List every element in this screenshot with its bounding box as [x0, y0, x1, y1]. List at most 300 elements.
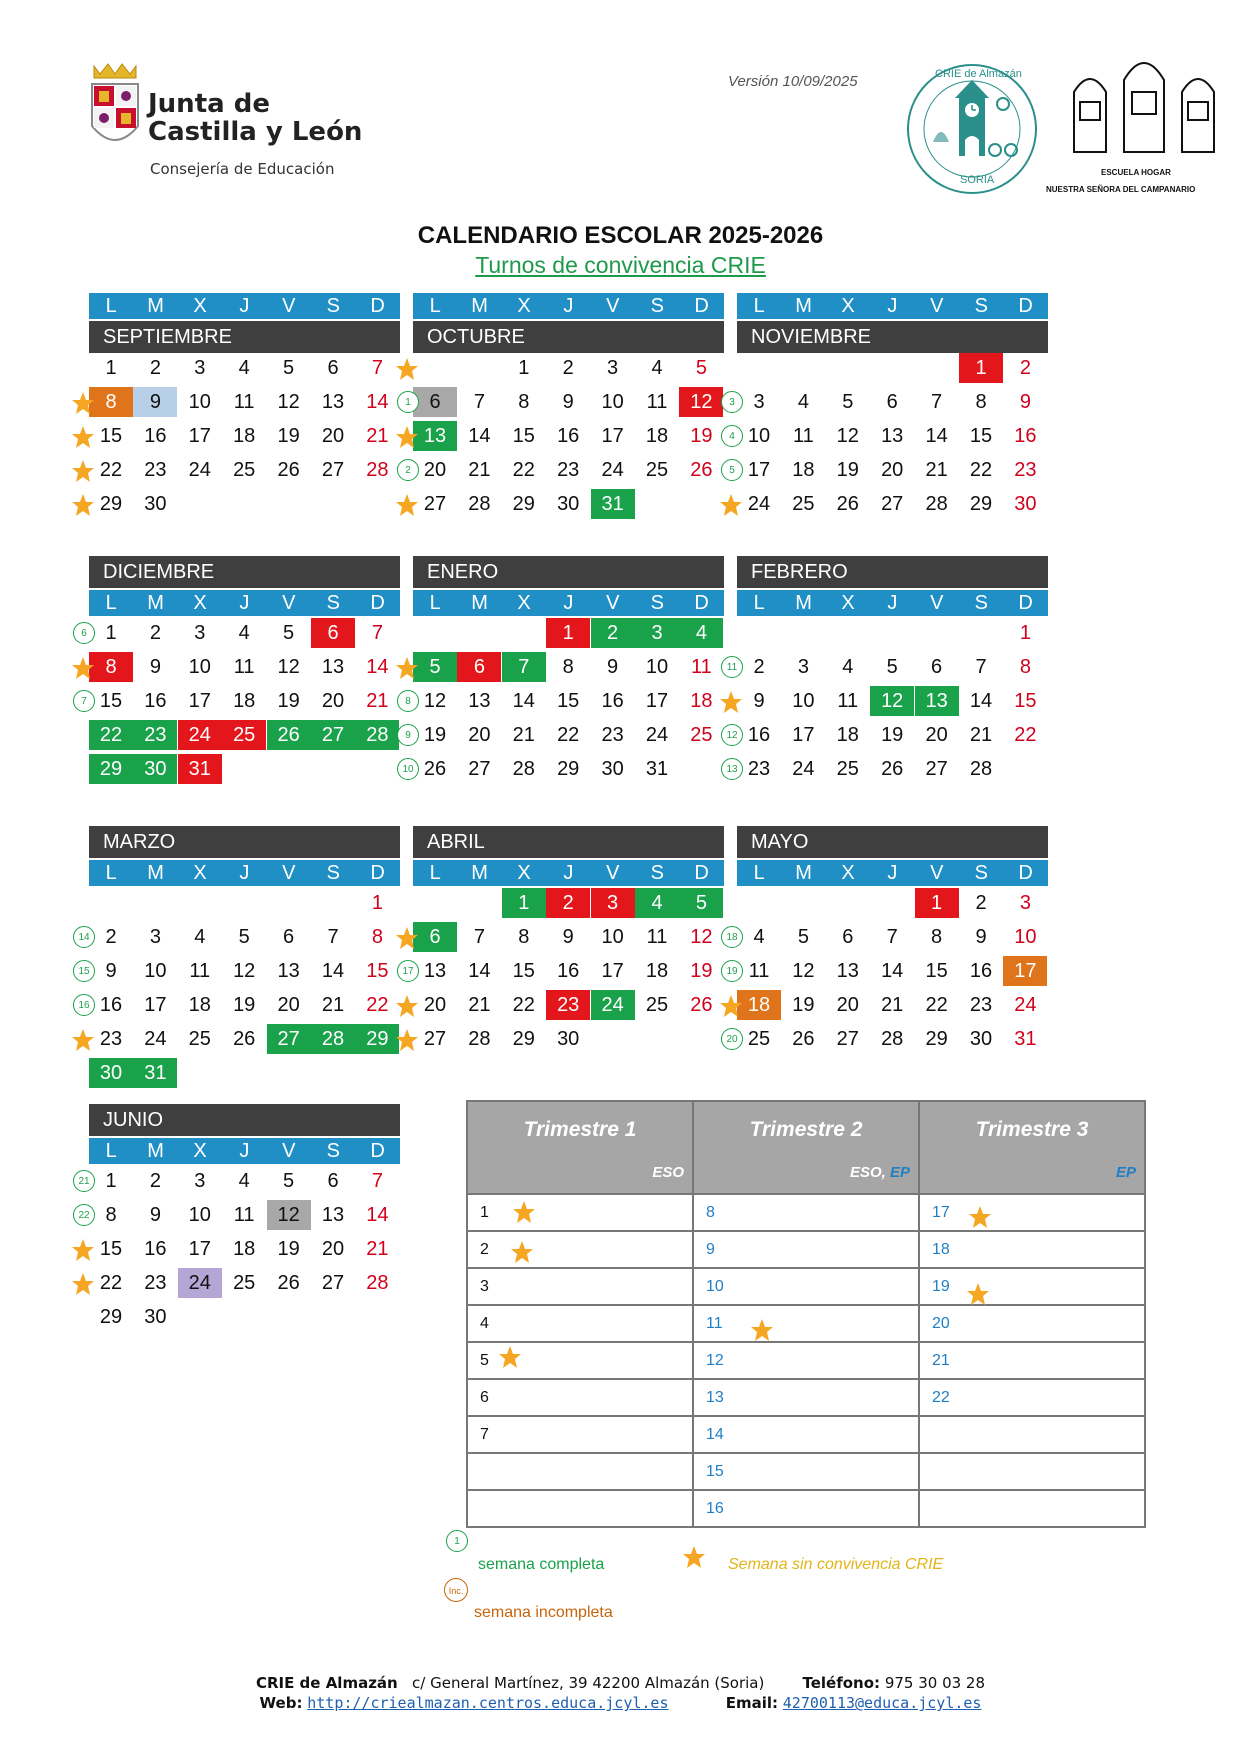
calendar-day[interactable]: 7	[473, 926, 485, 948]
calendar-day[interactable]: 20	[277, 994, 300, 1016]
calendar-day[interactable]: 15	[925, 960, 948, 982]
calendar-day[interactable]: 30	[557, 493, 580, 515]
calendar-day[interactable]: 22	[89, 720, 133, 750]
calendar-day[interactable]: 16	[557, 960, 580, 982]
footer-email-link[interactable]: 42700113@educa.jcyl.es	[782, 1694, 982, 1712]
calendar-day[interactable]: 15	[366, 960, 389, 982]
calendar-day[interactable]: 4	[753, 926, 765, 948]
calendar-day[interactable]: 26	[881, 758, 904, 780]
calendar-day[interactable]: 11	[189, 960, 211, 982]
calendar-day[interactable]: 3	[591, 888, 635, 918]
calendar-day[interactable]: 19	[423, 724, 447, 746]
calendar-day[interactable]: 23	[546, 990, 590, 1020]
calendar-day[interactable]: 12	[277, 391, 300, 413]
calendar-day[interactable]: 22	[512, 994, 535, 1016]
calendar-day[interactable]: 2	[105, 926, 117, 948]
calendar-day[interactable]: 13	[321, 391, 345, 413]
calendar-day[interactable]: 26	[277, 459, 300, 481]
calendar-day[interactable]: 19	[277, 425, 300, 447]
calendar-day[interactable]: 20	[321, 690, 345, 712]
calendar-day[interactable]: 26	[690, 459, 713, 481]
calendar-day[interactable]: 23	[969, 994, 993, 1016]
calendar-day[interactable]: 9	[562, 391, 574, 413]
calendar-day[interactable]: 11	[748, 960, 770, 982]
calendar-day[interactable]: 30	[144, 493, 167, 515]
calendar-day[interactable]: 17	[144, 994, 167, 1016]
calendar-day[interactable]: 14	[366, 1204, 389, 1226]
calendar-day[interactable]: 27	[423, 493, 447, 515]
calendar-day[interactable]: 3	[607, 357, 619, 379]
calendar-day[interactable]: 1	[105, 622, 117, 644]
calendar-day[interactable]: 28	[512, 758, 535, 780]
calendar-day[interactable]: 9	[1019, 391, 1031, 413]
calendar-day[interactable]: 8	[518, 391, 530, 413]
calendar-day[interactable]: 3	[194, 622, 206, 644]
calendar-day[interactable]: 19	[690, 960, 713, 982]
calendar-day[interactable]: 26	[423, 758, 447, 780]
calendar-day[interactable]: 29	[355, 1024, 399, 1054]
calendar-day[interactable]: 12	[267, 1200, 311, 1230]
calendar-day[interactable]: 12	[423, 690, 447, 712]
calendar-day[interactable]: 15	[99, 1238, 123, 1260]
calendar-day[interactable]: 16	[969, 960, 993, 982]
calendar-day[interactable]: 25	[188, 1028, 211, 1050]
calendar-day[interactable]: 12	[679, 387, 723, 417]
calendar-day[interactable]: 9	[105, 960, 117, 982]
calendar-day[interactable]: 20	[423, 459, 447, 481]
calendar-day[interactable]: 5	[679, 888, 723, 918]
calendar-day[interactable]: 5	[842, 391, 854, 413]
calendar-day[interactable]: 9	[149, 1204, 161, 1226]
calendar-day[interactable]: 12	[690, 926, 713, 948]
calendar-day[interactable]: 30	[601, 758, 624, 780]
calendar-day[interactable]: 20	[423, 994, 447, 1016]
calendar-day[interactable]: 13	[321, 656, 345, 678]
calendar-day[interactable]: 25	[792, 493, 815, 515]
calendar-day[interactable]: 2	[753, 656, 765, 678]
calendar-day[interactable]: 8	[105, 1204, 117, 1226]
calendar-day[interactable]: 30	[969, 1028, 993, 1050]
calendar-day[interactable]: 6	[311, 618, 355, 648]
calendar-day[interactable]: 13	[915, 686, 959, 716]
calendar-day[interactable]: 24	[178, 720, 222, 750]
calendar-day[interactable]: 16	[601, 690, 624, 712]
calendar-day[interactable]: 10	[188, 391, 211, 413]
calendar-day[interactable]: 31	[133, 1058, 177, 1088]
calendar-day[interactable]: 27	[468, 758, 491, 780]
calendar-day[interactable]: 6	[886, 391, 898, 413]
calendar-day[interactable]: 19	[233, 994, 256, 1016]
calendar-day[interactable]: 16	[747, 724, 771, 746]
calendar-day[interactable]: 10	[645, 656, 669, 678]
calendar-day[interactable]: 1	[105, 1170, 117, 1192]
calendar-day[interactable]: 18	[233, 690, 256, 712]
calendar-day[interactable]: 6	[327, 357, 339, 379]
calendar-day[interactable]: 18	[645, 425, 669, 447]
calendar-day[interactable]: 30	[89, 1058, 133, 1088]
calendar-day[interactable]: 28	[311, 1024, 355, 1054]
calendar-day[interactable]: 11	[691, 656, 712, 678]
calendar-day[interactable]: 14	[366, 656, 389, 678]
calendar-day[interactable]: 5	[283, 1170, 295, 1192]
calendar-day[interactable]: 15	[969, 425, 993, 447]
calendar-day[interactable]: 25	[645, 994, 669, 1016]
calendar-day[interactable]: 1	[371, 892, 383, 914]
calendar-day[interactable]: 2	[149, 1170, 161, 1192]
calendar-day[interactable]: 25	[233, 1272, 256, 1294]
calendar-day[interactable]: 5	[797, 926, 809, 948]
calendar-day[interactable]: 11	[793, 425, 814, 447]
calendar-day[interactable]: 27	[881, 493, 904, 515]
calendar-day[interactable]: 22	[99, 459, 123, 481]
calendar-day[interactable]: 14	[468, 960, 491, 982]
calendar-day[interactable]: 5	[283, 357, 295, 379]
calendar-day[interactable]: 23	[557, 459, 580, 481]
calendar-day[interactable]: 24	[747, 493, 771, 515]
calendar-day[interactable]: 3	[194, 1170, 206, 1192]
calendar-day[interactable]: 5	[695, 357, 707, 379]
calendar-day[interactable]: 13	[881, 425, 904, 447]
calendar-day[interactable]: 5	[413, 652, 457, 682]
calendar-day[interactable]: 26	[267, 720, 311, 750]
calendar-day[interactable]: 16	[557, 425, 580, 447]
calendar-day[interactable]: 12	[836, 425, 859, 447]
calendar-day[interactable]: 19	[277, 690, 300, 712]
calendar-day[interactable]: 11	[233, 1204, 255, 1226]
calendar-day[interactable]: 1	[518, 357, 530, 379]
calendar-day[interactable]: 6	[413, 922, 457, 952]
calendar-day[interactable]: 10	[188, 1204, 211, 1226]
calendar-day[interactable]: 2	[1019, 357, 1031, 379]
calendar-day[interactable]: 18	[233, 1238, 256, 1260]
calendar-day[interactable]: 31	[178, 754, 222, 784]
calendar-day[interactable]: 21	[468, 459, 491, 481]
calendar-day[interactable]: 15	[99, 425, 123, 447]
calendar-day[interactable]: 29	[512, 493, 535, 515]
calendar-day[interactable]: 22	[99, 1272, 123, 1294]
calendar-day[interactable]: 14	[925, 425, 948, 447]
calendar-day[interactable]: 17	[601, 960, 624, 982]
calendar-day[interactable]: 4	[679, 618, 723, 648]
calendar-day[interactable]: 24	[178, 1268, 222, 1298]
calendar-day[interactable]: 26	[690, 994, 713, 1016]
calendar-day[interactable]: 28	[366, 1272, 389, 1294]
calendar-day[interactable]: 1	[105, 357, 117, 379]
calendar-day[interactable]: 25	[645, 459, 669, 481]
calendar-day[interactable]: 2	[591, 618, 635, 648]
calendar-day[interactable]: 3	[194, 357, 206, 379]
calendar-day[interactable]: 21	[468, 994, 491, 1016]
calendar-day[interactable]: 24	[591, 990, 635, 1020]
calendar-day[interactable]: 15	[557, 690, 580, 712]
calendar-day[interactable]: 27	[925, 758, 948, 780]
calendar-day[interactable]: 20	[321, 1238, 345, 1260]
calendar-day[interactable]: 9	[133, 387, 177, 417]
calendar-day[interactable]: 15	[512, 960, 535, 982]
calendar-day[interactable]: 28	[881, 1028, 904, 1050]
calendar-day[interactable]: 22	[925, 994, 948, 1016]
calendar-day[interactable]: 6	[931, 656, 943, 678]
calendar-day[interactable]: 28	[366, 459, 389, 481]
calendar-day[interactable]: 19	[881, 724, 904, 746]
calendar-day[interactable]: 3	[753, 391, 765, 413]
calendar-day[interactable]: 14	[512, 690, 535, 712]
calendar-day[interactable]: 1	[1019, 622, 1031, 644]
calendar-day[interactable]: 30	[1014, 493, 1037, 515]
calendar-day[interactable]: 21	[366, 1238, 389, 1260]
calendar-day[interactable]: 15	[512, 425, 535, 447]
calendar-day[interactable]: 7	[502, 652, 546, 682]
calendar-day[interactable]: 17	[188, 425, 211, 447]
calendar-day[interactable]: 23	[99, 1028, 123, 1050]
calendar-day[interactable]: 14	[321, 960, 345, 982]
calendar-day[interactable]: 13	[468, 690, 491, 712]
calendar-day[interactable]: 4	[238, 1170, 250, 1192]
calendar-day[interactable]: 10	[1014, 926, 1037, 948]
calendar-day[interactable]: 16	[1014, 425, 1037, 447]
calendar-day[interactable]: 22	[1014, 724, 1037, 746]
calendar-day[interactable]: 10	[747, 425, 771, 447]
calendar-day[interactable]: 24	[144, 1028, 167, 1050]
calendar-day[interactable]: 6	[842, 926, 854, 948]
calendar-day[interactable]: 11	[837, 690, 859, 712]
calendar-day[interactable]: 29	[99, 493, 123, 515]
calendar-day[interactable]: 9	[149, 656, 161, 678]
calendar-day[interactable]: 8	[975, 391, 987, 413]
calendar-day[interactable]: 14	[468, 425, 491, 447]
calendar-day[interactable]: 8	[1019, 656, 1031, 678]
calendar-day[interactable]: 25	[747, 1028, 771, 1050]
calendar-day[interactable]: 25	[222, 720, 266, 750]
calendar-day[interactable]: 18	[233, 425, 256, 447]
calendar-day[interactable]: 27	[836, 1028, 859, 1050]
calendar-day[interactable]: 12	[870, 686, 914, 716]
calendar-day[interactable]: 4	[797, 391, 809, 413]
calendar-day[interactable]: 5	[886, 656, 898, 678]
calendar-day[interactable]: 21	[512, 724, 535, 746]
calendar-day[interactable]: 12	[277, 656, 300, 678]
calendar-day[interactable]: 7	[371, 622, 383, 644]
calendar-day[interactable]: 3	[149, 926, 161, 948]
calendar-day[interactable]: 4	[238, 622, 250, 644]
calendar-day[interactable]: 9	[975, 926, 987, 948]
calendar-day[interactable]: 11	[646, 926, 668, 948]
calendar-day[interactable]: 28	[925, 493, 948, 515]
calendar-day[interactable]: 23	[144, 1272, 167, 1294]
calendar-day[interactable]: 29	[89, 754, 133, 784]
calendar-day[interactable]: 14	[881, 960, 904, 982]
calendar-day[interactable]: 14	[366, 391, 389, 413]
calendar-day[interactable]: 7	[886, 926, 898, 948]
calendar-day[interactable]: 11	[233, 656, 255, 678]
calendar-day[interactable]: 23	[144, 459, 167, 481]
calendar-day[interactable]: 3	[635, 618, 679, 648]
calendar-day[interactable]: 26	[277, 1272, 300, 1294]
calendar-day[interactable]: 4	[842, 656, 854, 678]
calendar-day[interactable]: 28	[468, 1028, 491, 1050]
calendar-day[interactable]: 17	[747, 459, 771, 481]
calendar-day[interactable]: 8	[562, 656, 574, 678]
calendar-day[interactable]: 19	[836, 459, 859, 481]
calendar-day[interactable]: 20	[881, 459, 904, 481]
calendar-day[interactable]: 11	[646, 391, 668, 413]
calendar-day[interactable]: 9	[753, 690, 765, 712]
calendar-day[interactable]: 30	[557, 1028, 580, 1050]
calendar-day[interactable]: 5	[238, 926, 250, 948]
calendar-day[interactable]: 21	[881, 994, 904, 1016]
calendar-day[interactable]: 24	[188, 459, 211, 481]
calendar-day[interactable]: 16	[144, 690, 167, 712]
calendar-day[interactable]: 31	[645, 758, 669, 780]
calendar-day[interactable]: 31	[1014, 1028, 1037, 1050]
calendar-day[interactable]: 7	[371, 1170, 383, 1192]
calendar-day[interactable]: 23	[1014, 459, 1037, 481]
calendar-day[interactable]: 29	[925, 1028, 948, 1050]
calendar-day[interactable]: 20	[836, 994, 859, 1016]
calendar-day[interactable]: 4	[635, 888, 679, 918]
calendar-day[interactable]: 4	[238, 357, 250, 379]
calendar-day[interactable]: 7	[473, 391, 485, 413]
calendar-day[interactable]: 18	[792, 459, 815, 481]
calendar-day[interactable]: 12	[233, 960, 256, 982]
calendar-day[interactable]: 12	[792, 960, 815, 982]
calendar-day[interactable]: 7	[371, 357, 383, 379]
calendar-day[interactable]: 2	[975, 892, 987, 914]
calendar-day[interactable]: 18	[645, 960, 669, 982]
calendar-day[interactable]: 18	[836, 724, 859, 746]
calendar-day[interactable]: 7	[975, 656, 987, 678]
calendar-day[interactable]: 13	[413, 421, 457, 451]
calendar-day[interactable]: 2	[149, 622, 161, 644]
calendar-day[interactable]: 22	[512, 459, 535, 481]
calendar-day[interactable]: 16	[144, 1238, 167, 1260]
calendar-day[interactable]: 16	[144, 425, 167, 447]
calendar-day[interactable]: 10	[601, 391, 624, 413]
calendar-day[interactable]: 29	[99, 1306, 123, 1328]
calendar-day[interactable]: 20	[468, 724, 491, 746]
footer-web-link[interactable]: http://criealmazan.centros.educa.jcyl.es	[307, 1694, 669, 1712]
calendar-day[interactable]: 16	[99, 994, 123, 1016]
calendar-day[interactable]: 1	[915, 888, 959, 918]
calendar-day[interactable]: 6	[283, 926, 295, 948]
calendar-day[interactable]: 28	[468, 493, 491, 515]
calendar-day[interactable]: 22	[366, 994, 389, 1016]
calendar-day[interactable]: 18	[188, 994, 211, 1016]
calendar-day[interactable]: 23	[601, 724, 624, 746]
calendar-day[interactable]: 9	[562, 926, 574, 948]
calendar-day[interactable]: 23	[133, 720, 177, 750]
calendar-day[interactable]: 22	[969, 459, 993, 481]
calendar-day[interactable]: 25	[233, 459, 256, 481]
calendar-day[interactable]: 21	[321, 994, 345, 1016]
calendar-day[interactable]: 1	[959, 353, 1003, 383]
calendar-day[interactable]: 14	[969, 690, 993, 712]
calendar-day[interactable]: 22	[557, 724, 580, 746]
calendar-day[interactable]: 24	[792, 758, 815, 780]
calendar-day[interactable]: 19	[277, 1238, 300, 1260]
calendar-day[interactable]: 29	[557, 758, 580, 780]
calendar-day[interactable]: 24	[1014, 994, 1037, 1016]
calendar-day[interactable]: 18	[737, 990, 781, 1020]
calendar-day[interactable]: 30	[133, 754, 177, 784]
calendar-day[interactable]: 8	[518, 926, 530, 948]
calendar-day[interactable]: 2	[149, 357, 161, 379]
calendar-day[interactable]: 25	[690, 724, 713, 746]
calendar-day[interactable]: 24	[645, 724, 669, 746]
calendar-day[interactable]: 17	[1003, 956, 1047, 986]
calendar-day[interactable]: 11	[233, 391, 255, 413]
calendar-day[interactable]: 18	[690, 690, 713, 712]
calendar-day[interactable]: 8	[89, 652, 133, 682]
calendar-day[interactable]: 15	[1014, 690, 1037, 712]
calendar-day[interactable]: 17	[188, 1238, 211, 1260]
calendar-day[interactable]: 28	[355, 720, 399, 750]
calendar-day[interactable]: 21	[366, 425, 389, 447]
calendar-day[interactable]: 4	[651, 357, 663, 379]
calendar-day[interactable]: 24	[601, 459, 624, 481]
calendar-day[interactable]: 21	[366, 690, 389, 712]
calendar-day[interactable]: 6	[457, 652, 501, 682]
calendar-day[interactable]: 19	[792, 994, 815, 1016]
calendar-day[interactable]: 20	[321, 425, 345, 447]
calendar-day[interactable]: 8	[931, 926, 943, 948]
calendar-day[interactable]: 26	[836, 493, 859, 515]
calendar-day[interactable]: 3	[1019, 892, 1031, 914]
calendar-day[interactable]: 17	[188, 690, 211, 712]
calendar-day[interactable]: 13	[321, 1204, 345, 1226]
calendar-day[interactable]: 21	[969, 724, 993, 746]
calendar-day[interactable]: 8	[371, 926, 383, 948]
calendar-day[interactable]: 15	[99, 690, 123, 712]
calendar-day[interactable]: 21	[925, 459, 948, 481]
calendar-day[interactable]: 7	[931, 391, 943, 413]
calendar-day[interactable]: 27	[321, 1272, 345, 1294]
calendar-day[interactable]: 29	[969, 493, 993, 515]
calendar-day[interactable]: 27	[311, 720, 355, 750]
calendar-day[interactable]: 10	[144, 960, 167, 982]
calendar-day[interactable]: 13	[836, 960, 859, 982]
calendar-day[interactable]: 9	[607, 656, 619, 678]
calendar-day[interactable]: 20	[925, 724, 948, 746]
calendar-day[interactable]: 1	[546, 618, 590, 648]
calendar-day[interactable]: 28	[969, 758, 993, 780]
calendar-day[interactable]: 13	[277, 960, 300, 982]
calendar-day[interactable]: 8	[89, 387, 133, 417]
calendar-day[interactable]: 10	[188, 656, 211, 678]
calendar-day[interactable]: 3	[797, 656, 809, 678]
calendar-day[interactable]: 25	[836, 758, 859, 780]
calendar-day[interactable]: 23	[747, 758, 771, 780]
calendar-day[interactable]: 31	[591, 489, 635, 519]
calendar-day[interactable]: 19	[690, 425, 713, 447]
calendar-day[interactable]: 17	[601, 425, 624, 447]
calendar-day[interactable]: 27	[423, 1028, 447, 1050]
calendar-day[interactable]: 2	[562, 357, 574, 379]
calendar-day[interactable]: 27	[267, 1024, 311, 1054]
calendar-day[interactable]: 27	[321, 459, 345, 481]
calendar-day[interactable]: 26	[233, 1028, 256, 1050]
calendar-day[interactable]: 29	[512, 1028, 535, 1050]
calendar-day[interactable]: 7	[327, 926, 339, 948]
calendar-day[interactable]: 30	[144, 1306, 167, 1328]
calendar-day[interactable]: 26	[792, 1028, 815, 1050]
calendar-day[interactable]: 2	[546, 888, 590, 918]
calendar-day[interactable]: 17	[645, 690, 669, 712]
calendar-day[interactable]: 1	[502, 888, 546, 918]
calendar-day[interactable]: 17	[792, 724, 815, 746]
calendar-day[interactable]: 4	[194, 926, 206, 948]
calendar-day[interactable]: 5	[283, 622, 295, 644]
